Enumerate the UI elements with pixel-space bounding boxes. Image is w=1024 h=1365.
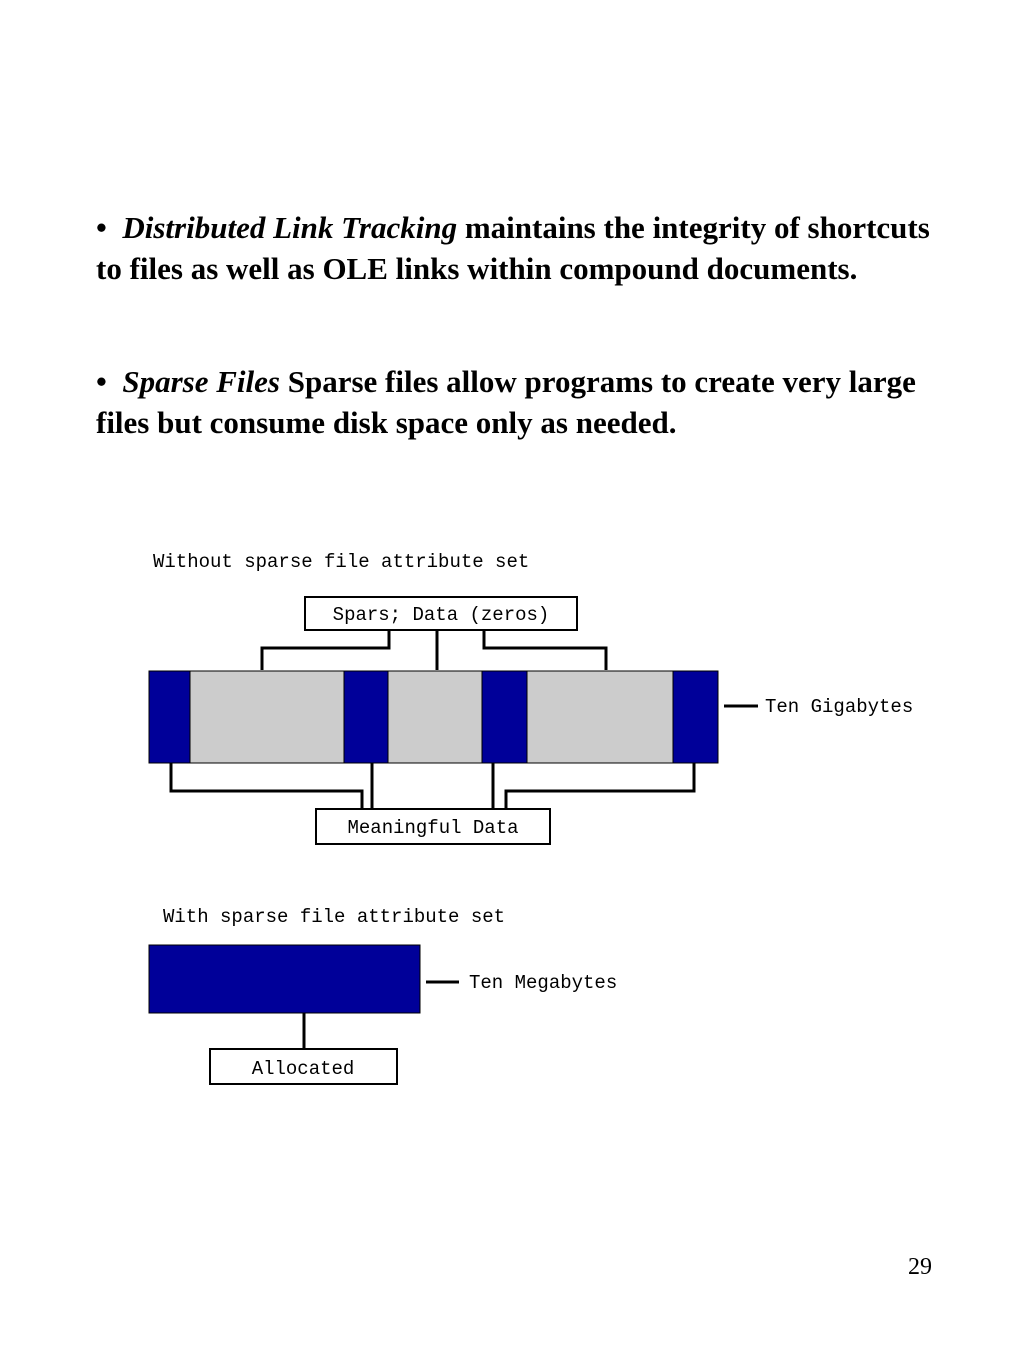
allocated-label: Allocated <box>251 1058 355 1080</box>
bullet-marker: • <box>96 210 107 245</box>
data-block <box>149 671 190 763</box>
meaningful-connector-lines <box>171 763 694 809</box>
data-block <box>344 671 388 763</box>
data-block <box>673 671 718 763</box>
sparse-block <box>190 671 344 763</box>
page-number: 29 <box>908 1254 932 1280</box>
bullet-text: Sparse files allow programs to create very large files but consume disk space only as needed. <box>96 364 916 440</box>
sparse-block <box>527 671 673 763</box>
ten-gigabyte-file-bar <box>149 671 718 763</box>
ten-gigabytes-label: Ten Gigabytes <box>765 696 914 718</box>
sparse-connector-lines <box>262 630 606 670</box>
sparse-data-label: Spars; Data (zeros) <box>332 604 550 626</box>
data-block <box>482 671 527 763</box>
without-sparse-title: Without sparse file attribute set <box>153 551 530 573</box>
meaningful-data-label: Meaningful Data <box>347 817 519 839</box>
bullet-text: maintains the integrity of shortcuts to files as well as OLE links within compound documents. <box>96 210 930 286</box>
ten-megabyte-file-bar <box>149 945 420 1013</box>
bullet-term: Sparse Files <box>122 364 280 399</box>
ten-megabytes-label: Ten Megabytes <box>469 972 618 994</box>
bullet-marker: • <box>96 364 107 399</box>
sparse-block <box>388 671 482 763</box>
bullet-term: Distributed Link Tracking <box>122 210 458 245</box>
with-sparse-title: With sparse file attribute set <box>163 906 506 928</box>
